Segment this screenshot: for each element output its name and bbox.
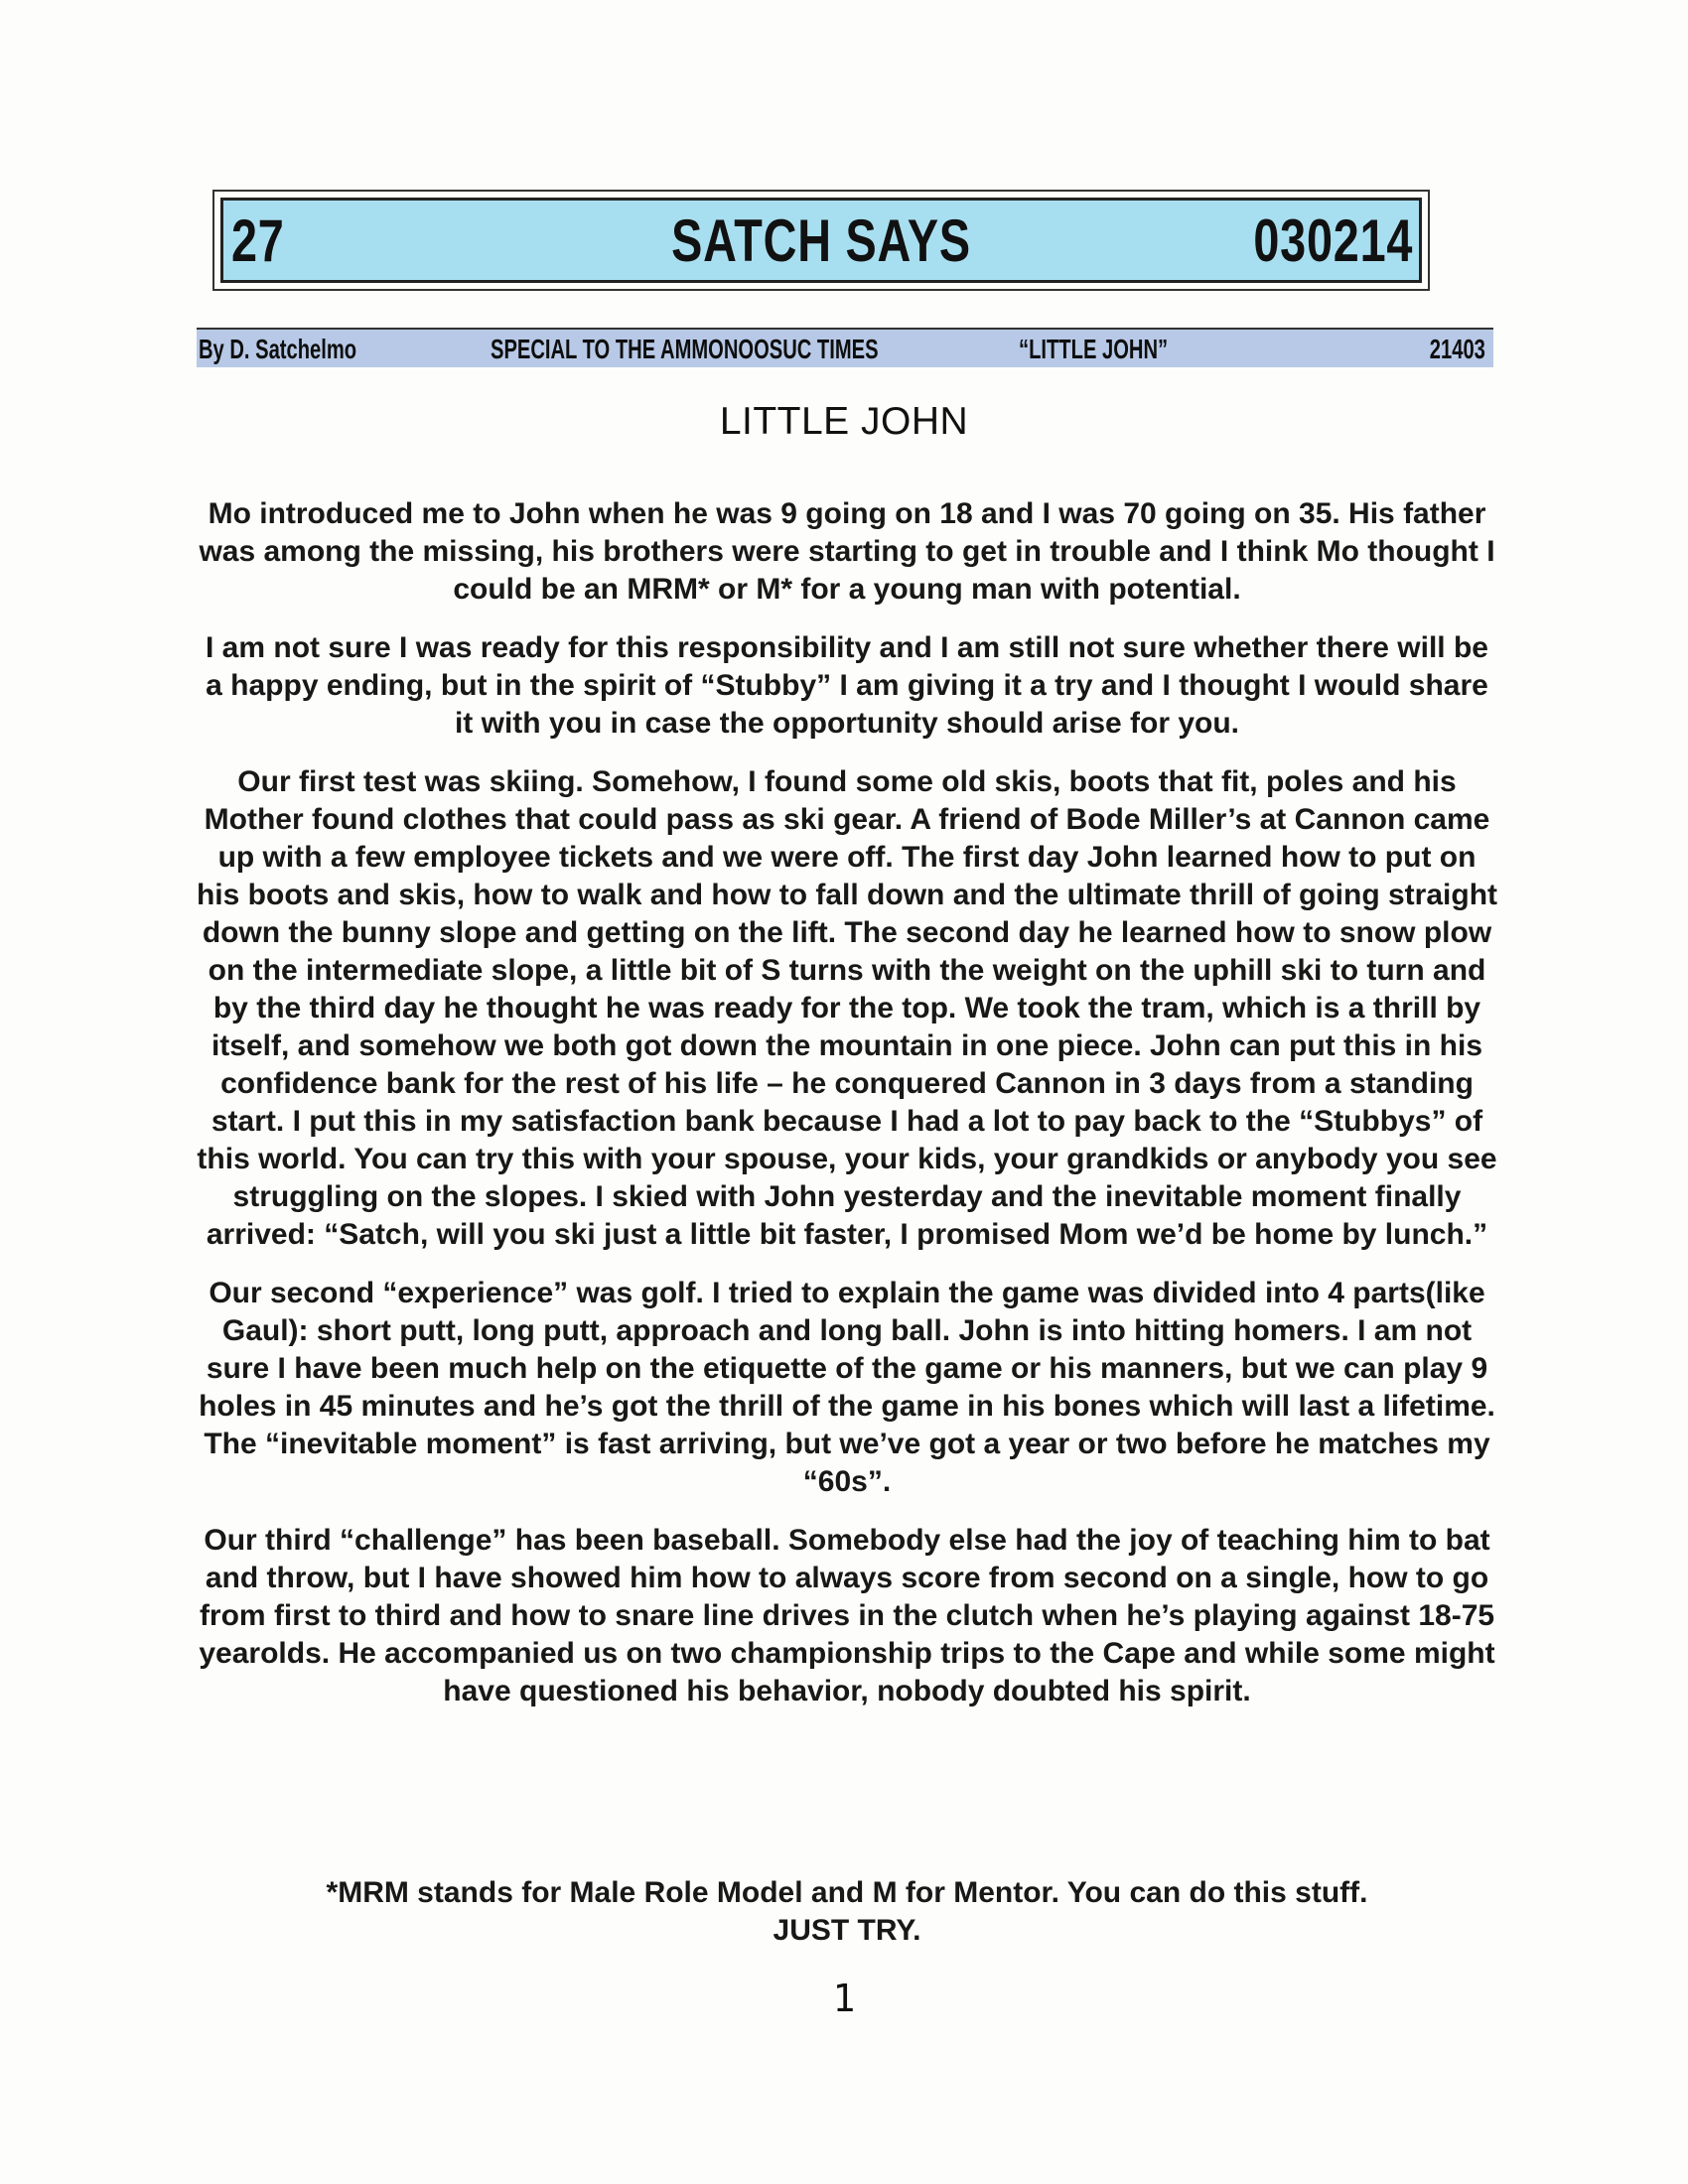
byline-publication: SPECIAL TO THE AMMONOOSUC TIMES [491, 334, 879, 364]
byline-author: By D. Satchelmo [199, 334, 357, 364]
footnote-line-2: JUST TRY. [773, 1914, 921, 1947]
footnote-line-1: *MRM stands for Male Role Model and M for Mentor. You can do this stuff. [326, 1876, 1368, 1909]
byline-bar [197, 328, 1493, 367]
header-banner-inner [220, 198, 1422, 283]
header-banner [212, 190, 1430, 291]
paragraph-responsibility: I am not sure I was ready for this responsibility and I am still not sure whether there will be a happy ending, but in the spirit of “Stubby” I am giving it a try and I thought I would share it with you in case the opportunity should arise for you. [206, 631, 1488, 740]
article-title: LITTLE JOHN [719, 400, 969, 443]
paragraph-baseball: Our third “challenge” has been baseball. Somebody else had the joy of teaching him to bat and throw, but I have showed him how to always score from second on a single, how to go from first to third and how to snare line drives in the clutch when he’s playing against 18-75 yearolds. He accompanied us on two championship trips to the Cape and while some might have questioned his behavior, nobody doubted his spirit. [199, 1524, 1495, 1707]
issue-number: 27 [231, 207, 285, 274]
article-body [194, 495, 1500, 1731]
date-code: 030214 [1253, 207, 1413, 274]
footnote [194, 1874, 1500, 1950]
paragraph-intro: Mo introduced me to John when he was 9 going on 18 and I was 70 going on 35. His father was among the missing, his brothers were starting to get in trouble and I think Mo thought I could be an MRM* or M* for a young man with potential. [199, 497, 1495, 606]
byline-headline: “LITTLE JOHN” [1019, 334, 1169, 364]
column-title: SATCH SAYS [671, 207, 971, 274]
paragraph-golf: Our second “experience” was golf. I tried to explain the game was divided into 4 parts(like Gaul): short putt, long putt, approach and long ball. John is into hitting homers. I am not sure I have been much help on the etiquette of the game or his manners, but we can play 9 holes in 45 minutes and he’s got the thrill of the game in his bones which will last a lifetime. The “inevitable moment” is fast arriving, but we’ve got a year or two before he matches my “60s”. [199, 1277, 1495, 1498]
page-number: 1 [832, 1977, 856, 2020]
byline-code: 21403 [1429, 334, 1485, 364]
paragraph-skiing: Our first test was skiing. Somehow, I found some old skis, boots that fit, poles and his Mother found clothes that could pass as ski gear. A friend of Bode Miller’s at Cannon came up with a few employee tickets and we were off. The first day John learned how to put on his boots and skis, how to walk and how to fall down and the ultimate thrill of going straight down the bunny slope and getting on the lift. The second day he learned how to snow plow on the intermediate slope, a little bit of S turns with the weight on the uphill ski to turn and by the third day he thought he was ready for the top. We took the tram, which is a thrill by itself, and somehow we both got down the mountain in one piece. John can put this in his confidence bank for the rest of his life – he conquered Cannon in 3 days from a standing start. I put this in my satisfaction bank because I had a lot to pay back to the “Stubbys” of this world. You can try this with your spouse, your kids, your grandkids or anybody you see struggling on the slopes. I skied with John yesterday and the inevitable moment finally arrived: “Satch, will you ski just a little bit faster, I promised Mom we’d be home by lunch.” [196, 765, 1498, 1251]
